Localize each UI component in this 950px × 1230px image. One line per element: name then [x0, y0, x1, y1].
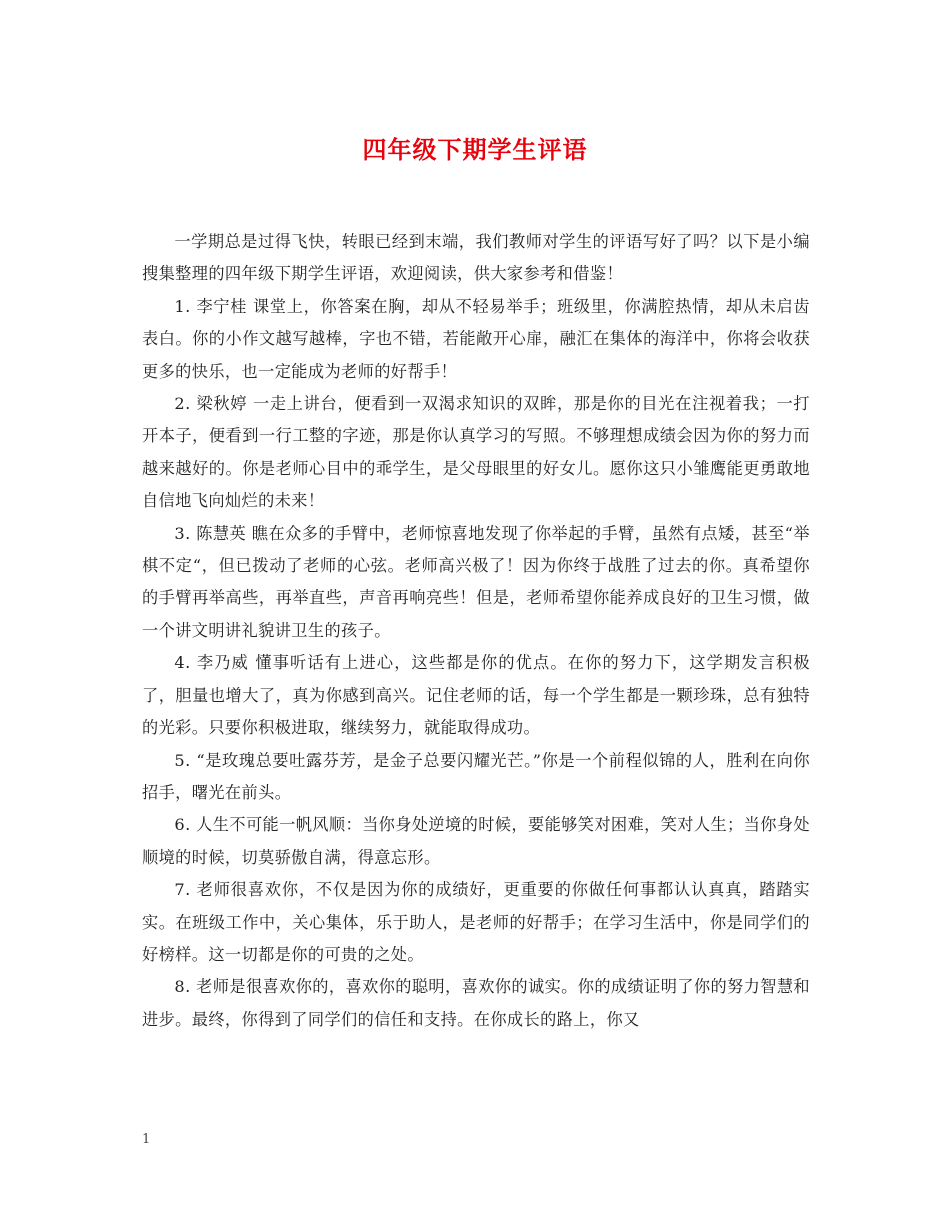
- document-body: [142, 226, 810, 1036]
- page-title: 四年级下期学生评语: [362, 135, 588, 164]
- comment-paragraph-4: 4. 李乃威 懂事听话有上进心，这些都是你的优点。在你的努力下，这学期发言积极了，胆量也增大了，真为你感到高兴。记住老师的话，每一个学生都是一颗珍珠，总有独特的光彩。只要你积极进取，继续努力，就能取得成功。: [142, 653, 810, 738]
- comment-paragraph-6: 6. 人生不可能一帆风顺：当你身处逆境的时候，要能够笑对困难，笑对人生；当你身处顺境的时候，切莫骄傲自满，得意忘形。: [142, 815, 810, 867]
- comment-paragraph-8: 8. 老师是很喜欢你的，喜欢你的聪明，喜欢你的诚实。你的成绩证明了你的努力智慧和进步。最终，你得到了同学们的信任和支持。在你成长的路上，你又: [142, 977, 810, 1029]
- comment-paragraph-3: 3. 陈慧英 瞧在众多的手臂中，老师惊喜地发现了你举起的手臂，虽然有点矮，甚至“举棋不定“，但已拨动了老师的心弦。老师高兴极了！因为你终于战胜了过去的你。真希望你的手臂再举高些，再举直些，声音再响亮些！但是，老师希望你能养成良好的卫生习惯，做一个讲文明讲礼貌讲卫生的孩子。: [142, 523, 810, 640]
- comment-paragraph-2: 2. 梁秋婷 一走上讲台，便看到一双渴求知识的双眸，那是你的目光在注视着我；一打开本子，便看到一行工整的字迹，那是你认真学习的写照。不够理想成绩会因为你的努力而越来越好的。你是老师心目中的乖学生，是父母眼里的好女儿。愿你这只小雏鹰能更勇敢地自信地飞向灿烂的未来！: [142, 394, 810, 511]
- comment-paragraph-1: 1. 李宁桂 课堂上，你答案在胸，却从不轻易举手；班级里，你满腔热情，却从未启齿表白。你的小作文越写越棒，字也不错，若能敞开心扉，融汇在集体的海洋中，你将会收获更多的快乐，也一定能成为老师的好帮手！: [142, 296, 810, 381]
- page-number: 1: [142, 1132, 151, 1147]
- comment-paragraph-7: 7. 老师很喜欢你，不仅是因为你的成绩好，更重要的你做任何事都认认真真，踏踏实实。在班级工作中，关心集体，乐于助人，是老师的好帮手；在学习生活中，你是同学们的好榜样。这一切都是你的可贵的之处。: [142, 880, 810, 964]
- intro-paragraph: 一学期总是过得飞快，转眼已经到末端，我们教师对学生的评语写好了吗？以下是小编搜集整理的四年级下期学生评语，欢迎阅读，供大家参考和借鉴！: [142, 232, 810, 284]
- comment-paragraph-5: 5. “是玫瑰总要吐露芬芳，是金子总要闪耀光芒。”你是一个前程似锦的人，胜利在向你招手，曙光在前头。: [142, 750, 810, 802]
